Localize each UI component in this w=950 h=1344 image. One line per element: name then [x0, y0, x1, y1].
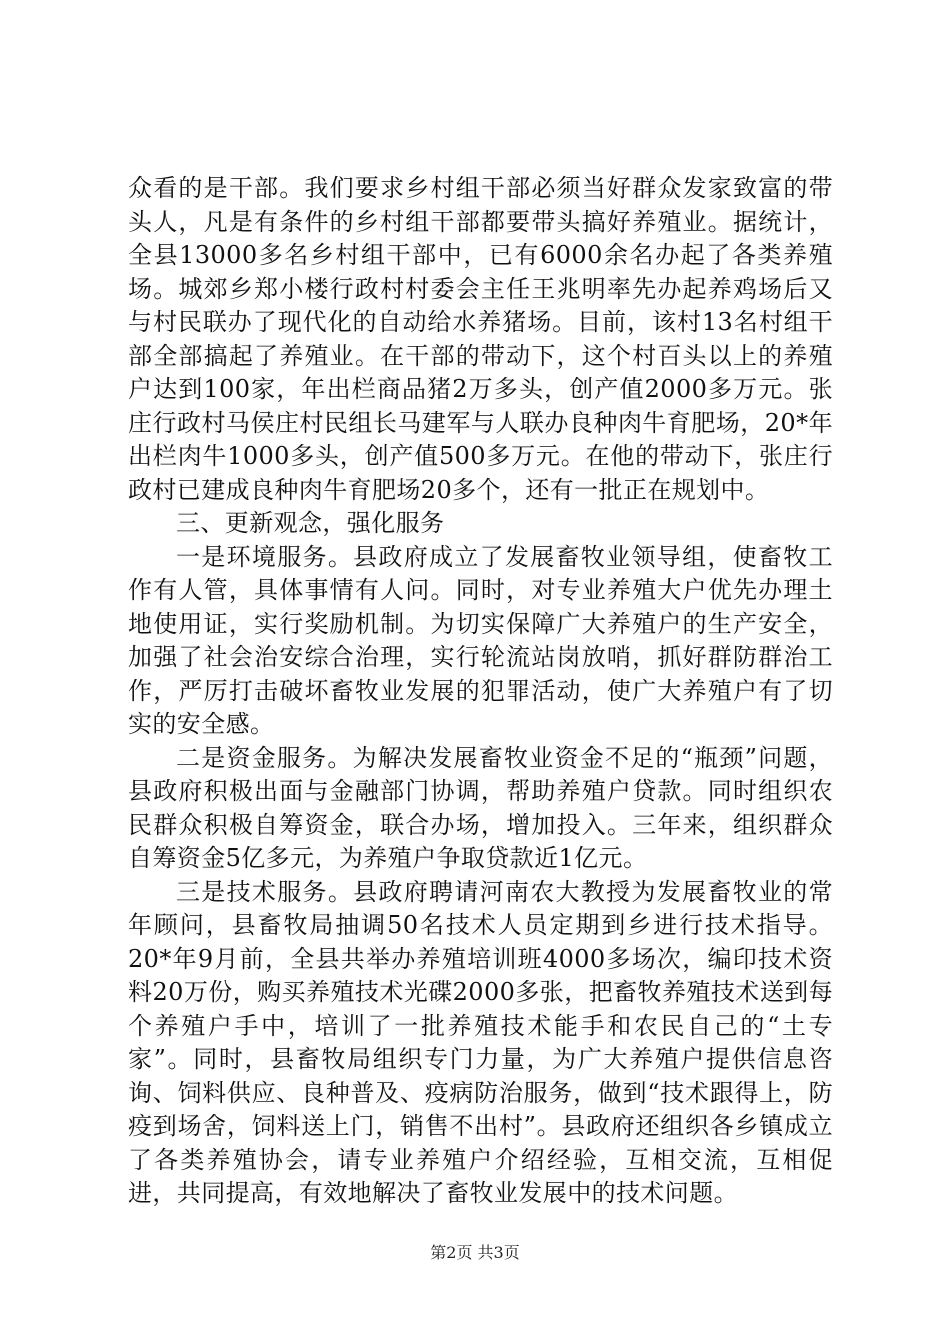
paragraph-continuation: 众看的是干部。我们要求乡村组干部必须当好群众发家致富的带头人，凡是有条件的乡村组干部都要带头搞好养殖业。据统计，全县13000多名乡村组干部中，已有6000余名办起了各类养殖场。城郊乡郑小楼行政村村委会主任王兆明率先办起养鸡场后又与村民联办了现代化的自动给水养猪场。目前，该村13名村组干部全部搞起了养殖业。在干部的带动下，这个村百头以上的养殖户达到100家，年出栏商品猪2万多头，创产值2000多万元。张庄行政村马侯庄村民组长马建军与人联办良种肉牛育肥场，20*年出栏肉牛1000多头，创产值500多万元。在他的带动下，张庄行政村已建成良种肉牛育肥场20多个，还有一批正在规划中。	[128, 174, 833, 504]
paragraph-funding-service: 二是资金服务。为解决发展畜牧业资金不足的“瓶颈”问题，县政府积极出面与金融部门协调，帮助养殖户贷款。同时组织农民群众积极自筹资金，联合办场，增加投入。三年来，组织群众自筹资金5亿多元，为养殖户争取贷款近1亿元。	[128, 743, 833, 872]
paragraph-environment-service: 一是环境服务。县政府成立了发展畜牧业领导组，使畜牧工作有人管，具体事情有人问。同时，对专业养殖大户优先办理土地使用证，实行奖励机制。为切实保障广大养殖户的生产安全，加强了社会治安综合治理，实行轮流站岗放哨，抓好群防群治工作，严厉打击破坏畜牧业发展的犯罪活动，使广大养殖户有了切实的安全感。	[128, 542, 833, 738]
paragraph-technical-service: 三是技术服务。县政府聘请河南农大教授为发展畜牧业的常年顾问，县畜牧局抽调50名技术人员定期到乡进行技术指导。20*年9月前，全县共举办养殖培训班4000多场次，编印技术资料20万份，购买养殖技术光碟2000多张，把畜牧养殖技术送到每个养殖户手中，培训了一批养殖技术能手和农民自己的“土专家”。同时，县畜牧局组织专门力量，为广大养殖户提供信息咨询、饲料供应、良种普及、疫病防治服务，做到“技术跟得上，防疫到场舍，饲料送上门，销售不出村”。县政府还组织各乡镇成立了各类养殖协会，请专业养殖户介绍经验，互相交流，互相促进，共同提高，有效地解决了畜牧业发展中的技术问题。	[128, 877, 833, 1207]
section-heading: 三、更新观念，强化服务	[176, 509, 445, 537]
page-number: 第2页 共3页	[430, 1243, 520, 1262]
document-body	[128, 172, 833, 1211]
page-footer	[0, 1240, 950, 1263]
